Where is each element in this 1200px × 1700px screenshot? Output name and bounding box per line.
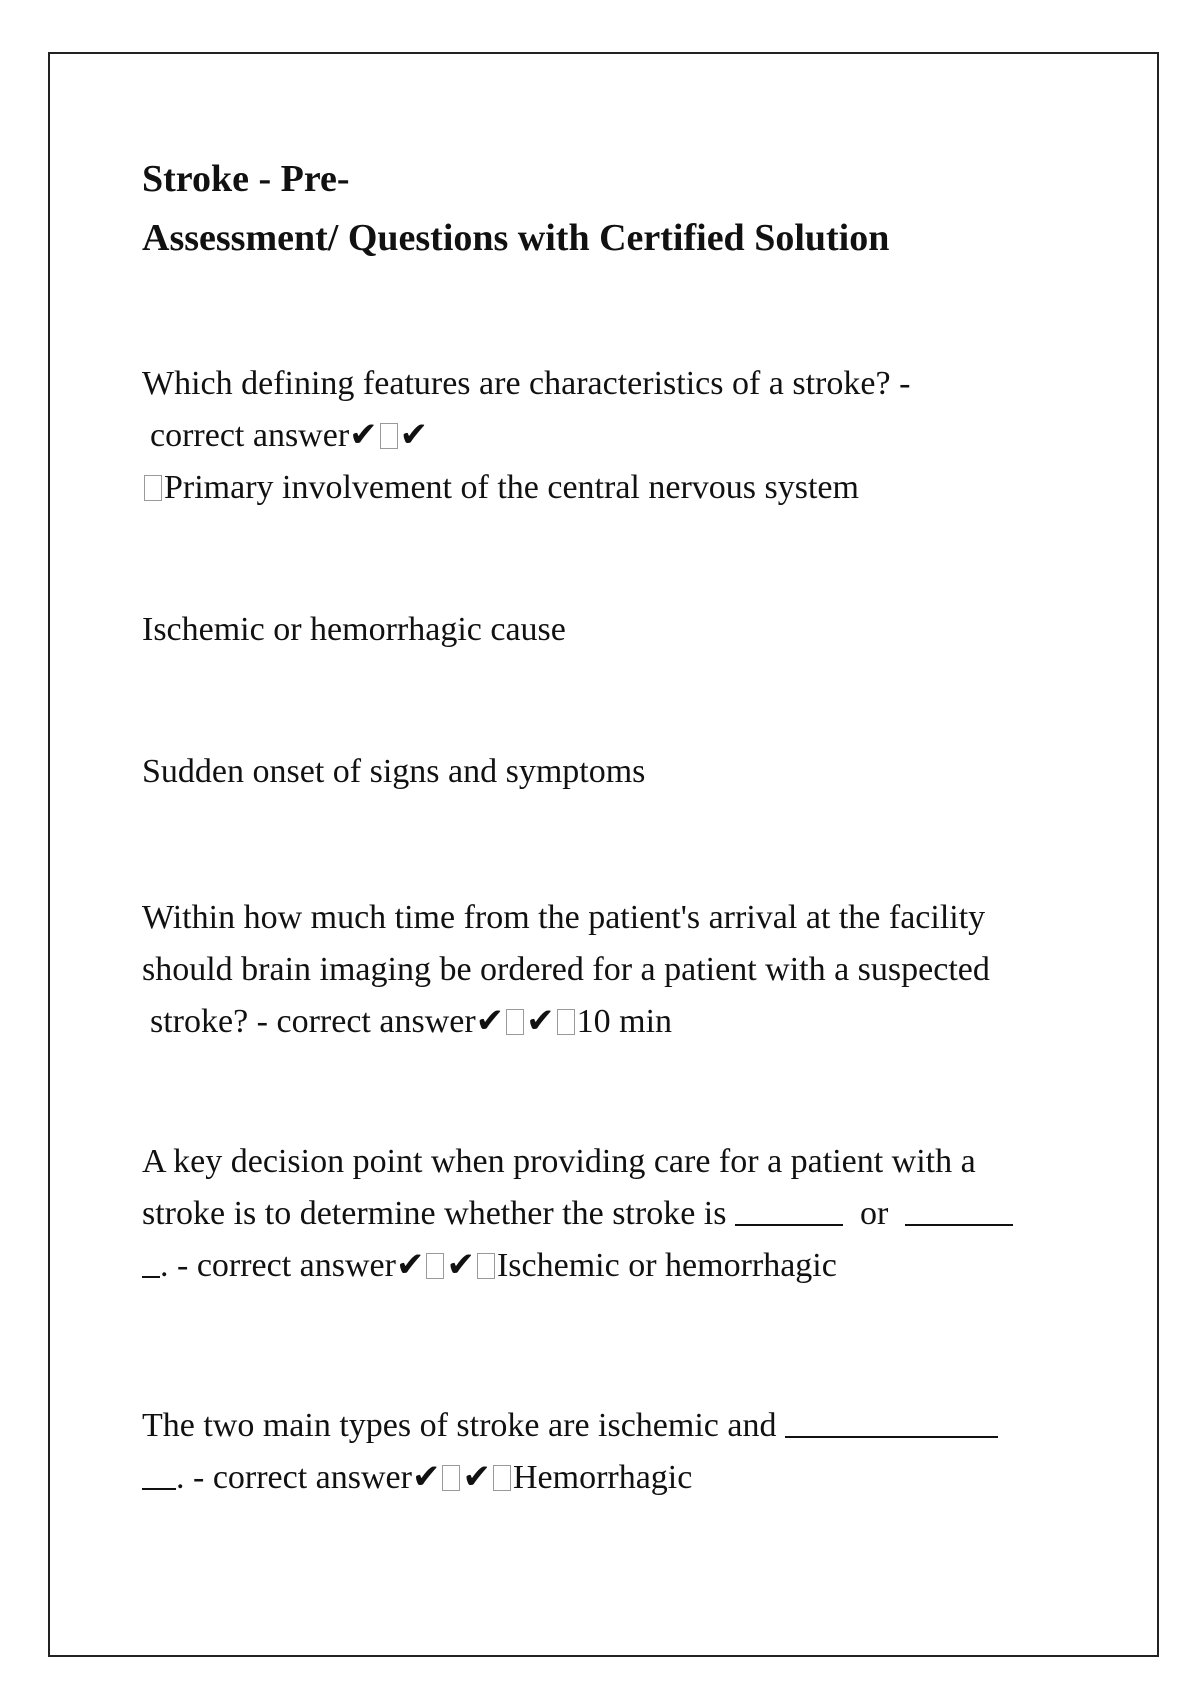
question-2	[142, 892, 1072, 1048]
question-4-answer	[142, 1452, 1072, 1504]
fill-in-blank	[905, 1194, 1013, 1226]
document-title	[142, 150, 1072, 268]
check-icon: ✔	[411, 1459, 441, 1496]
answer-item: Sudden onset of signs and symptoms	[142, 753, 646, 790]
answer-prefix: . - correct answer	[176, 1459, 412, 1496]
answer-text: 10 min	[576, 1003, 673, 1040]
check-icon: ✔	[462, 1459, 491, 1496]
question-4-line-1-text: The two main types of stroke are ischemic and	[142, 1407, 777, 1444]
missing-glyph-icon	[477, 1253, 495, 1279]
answer-prefix: stroke? - correct answer	[150, 1003, 476, 1040]
question-2-answer	[142, 996, 1072, 1048]
check-icon: ✔	[399, 417, 429, 454]
fill-in-blank	[142, 1458, 176, 1490]
question-1-answer-label	[142, 410, 1072, 462]
missing-glyph-icon	[426, 1253, 444, 1279]
question-1-answer	[142, 462, 1072, 514]
missing-glyph-icon	[144, 475, 162, 501]
fill-in-blank	[142, 1246, 160, 1278]
answer-prefix: correct answer	[150, 417, 350, 454]
fill-in-blank	[785, 1406, 998, 1438]
question-1	[142, 358, 1072, 514]
fill-in-blank	[735, 1194, 843, 1226]
title-line-1: Stroke - Pre-	[142, 158, 350, 200]
missing-glyph-icon	[380, 423, 398, 449]
question-1-text: Which defining features are characteristics of a stroke? -	[142, 365, 911, 402]
question-3-answer	[142, 1240, 1072, 1292]
question-3	[142, 1136, 1072, 1292]
check-icon: ✔	[446, 1247, 475, 1284]
check-icon: ✔	[526, 1003, 555, 1040]
or-text: or	[859, 1195, 889, 1232]
missing-glyph-icon	[442, 1465, 460, 1491]
question-2-line-1: Within how much time from the patient's arrival at the facility	[142, 899, 986, 936]
question-2-line-2: should brain imaging be ordered for a patient with a suspected	[142, 951, 990, 988]
question-4-line-1	[142, 1400, 1072, 1452]
check-icon: ✔	[395, 1247, 425, 1284]
question-3-line-2-text: stroke is to determine whether the stroke is	[142, 1195, 727, 1232]
answer-text: Primary involvement of the central nervous system	[164, 469, 859, 506]
document-content	[142, 150, 1072, 1504]
answer-text: Hemorrhagic	[512, 1459, 693, 1496]
missing-glyph-icon	[493, 1465, 511, 1491]
question-4	[142, 1400, 1072, 1504]
answer-text: Ischemic or hemorrhagic	[496, 1247, 837, 1284]
question-3-line-1: A key decision point when providing care for a patient with a	[142, 1143, 976, 1180]
check-icon: ✔	[475, 1003, 505, 1040]
answer-item: Ischemic or hemorrhagic cause	[142, 611, 566, 648]
missing-glyph-icon	[506, 1009, 524, 1035]
missing-glyph-icon	[557, 1009, 575, 1035]
check-icon: ✔	[349, 417, 378, 454]
question-3-line-2	[142, 1188, 1072, 1240]
answer-prefix: . - correct answer	[160, 1247, 396, 1284]
title-line-2: Assessment/ Questions with Certified Solution	[142, 217, 890, 259]
